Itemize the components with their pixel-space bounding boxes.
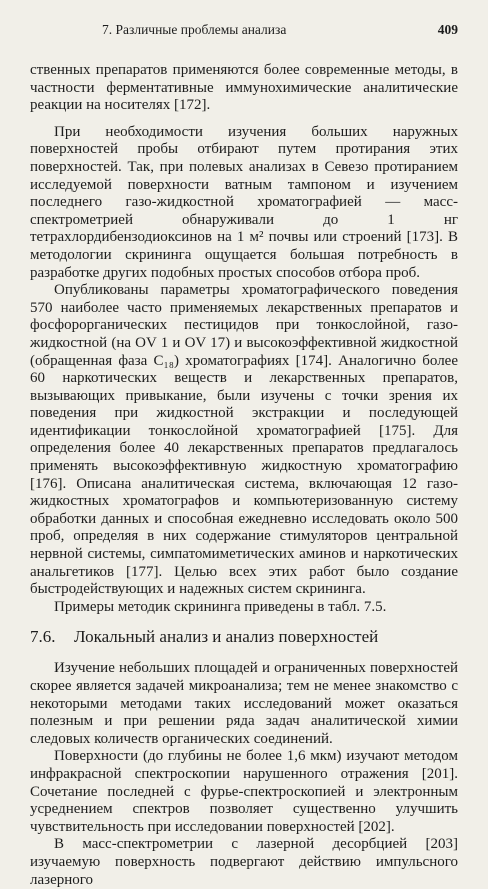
page-body <box>30 62 458 889</box>
paragraph-continued: ственных препаратов применяются более современные методы, в частности ферментативные иммунохимические аналитические реакции на носителях [172]. <box>30 62 458 114</box>
section-number: 7.6. <box>30 627 56 647</box>
section-heading <box>30 626 458 648</box>
paragraph-laser-desorption: В масс-спектрометрии с лазерной десорбцией [203] изучаемую поверхность подвергают действию импульсного лазерного <box>30 836 458 888</box>
page-number: 409 <box>437 22 458 37</box>
paragraph-table-reference: Примеры методик скрининга приведены в табл. 7.5. <box>54 598 387 615</box>
section-title: Локальный анализ и анализ поверхностей <box>74 627 379 647</box>
paragraph-surface-sampling: При необходимости изучения больших наружных поверхностей пробы отбирают путем протирания этих поверхностей. Так, при полевых анализах в Севезо протиранием исследуемой поверхности ватным тампоном и изучением последнего газо-жидкостной хроматографией — масс-спектрометрией обнаруживали до 1 нг тетрахлордибензодиоксинов на 1 м² почвы или строений [173]. В методологии скрининга ощущается большая потребность в разработке других подобных простых способов отбора проб. <box>30 123 458 281</box>
paragraph-ir-spectroscopy: Поверхности (до глубины не более 1,6 мкм) изучают методом инфракрасной спектроскопии нарушенного отражения [201]. Сочетание последней с фурье-спектроскопией и электронным усреднением спектров позволяет существенно улучшить чувствительность при исследовании поверхностей [202]. <box>30 748 458 835</box>
paragraph-chromatography-parameters: Опубликованы параметры хроматографического поведения 570 наиболее часто применяемых лекарственных препаратов и фосфорорганических пестицидов при тонкослойной, газо-жидкостной (на OV 1 и OV 17) и высокоэффективной жидкостной (обращенная фаза C₁₈) хроматографиях [174]. Аналогично более 60 наркотических веществ и лекарственных препаратов, вызывающих привыкание, были изучены с точки зрения их поведения при жидкостной экстракции и последующей идентификации тонкослойной хроматографией [175]. Для определения более 40 лекарственных препаратов предлагалось применять высокоэффективную жидкостную хроматографию [176]. Описана аналитическая система, включающая 12 газо-жидкостных хроматографов и компьютеризованную систему обработки данных и способная ежедневно исследовать около 500 проб, определяя в них содержание стимуляторов центральной нервной системы, симпатомиметических аминов и наркотических анальгетиков [177]. Целью всех этих работ было создание быстродействующих и надежных систем скрининга. <box>30 282 458 598</box>
running-title: 7. Различные проблемы анализа <box>102 22 287 37</box>
paragraph-local-analysis-intro: Изучение небольших площадей и ограниченных поверхностей скорее является задачей микроанализа; тем не менее знакомство с некоторыми методами таких исследований может оказаться полезным и при решении ряда задач аналитической химии следовых количеств органических соединений. <box>30 660 458 747</box>
running-header <box>30 22 458 44</box>
